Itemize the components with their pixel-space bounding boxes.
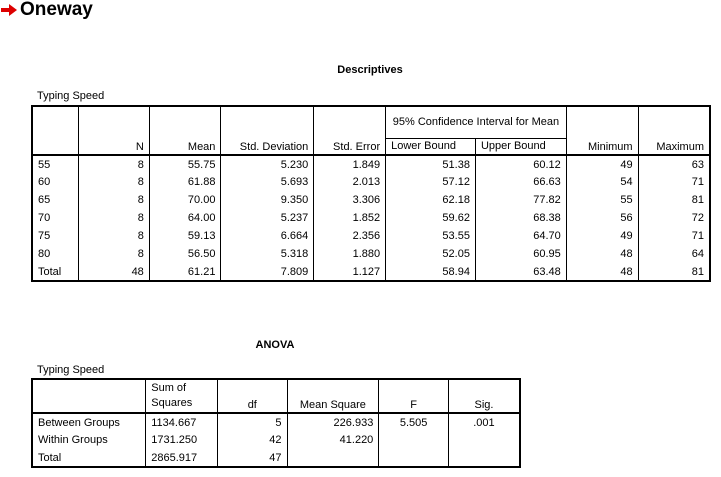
descriptives-row <box>32 173 710 191</box>
cell-min: 54 <box>566 173 638 191</box>
anova-cell-df: 42 <box>218 431 287 449</box>
cell-max: 63 <box>638 155 710 173</box>
descriptives-variable-label: Typing Speed <box>37 90 105 102</box>
cell-n: 8 <box>79 173 149 191</box>
descriptives-row <box>32 263 710 281</box>
cell-max: 81 <box>691 194 704 206</box>
cell-sd: 9.350 <box>221 191 314 209</box>
red-arrow-icon <box>0 3 18 17</box>
cell-max: 71 <box>691 176 704 188</box>
cell-ub: 68.38 <box>475 209 566 227</box>
row-label: 75 <box>32 227 79 245</box>
cell-n: 8 <box>79 227 149 245</box>
col-header-lower-bound: Lower Bound <box>386 138 476 155</box>
anova-col-header-sig: Sig. <box>474 399 494 411</box>
cell-n: 8 <box>79 245 149 263</box>
anova-col-header-ss: Sum of Squares <box>146 379 218 413</box>
anova-cell-ss: 1134.667 <box>146 413 218 431</box>
cell-lb: 62.18 <box>386 191 476 209</box>
cell-sd: 5.318 <box>221 245 314 263</box>
cell-sd: 7.809 <box>221 263 314 281</box>
anova-row-label-header <box>32 379 146 413</box>
cell-lb: 53.55 <box>386 227 476 245</box>
cell-mean: 55.75 <box>149 155 221 173</box>
cell-se: 3.306 <box>314 191 386 209</box>
anova-cell-ss: 2865.917 <box>146 449 218 467</box>
anova-row-label: Within Groups <box>32 431 146 449</box>
descriptives-row <box>32 245 710 263</box>
cell-lb: 51.38 <box>386 155 476 173</box>
cell-se: 2.013 <box>314 173 386 191</box>
anova-variable-label: Typing Speed <box>37 364 105 376</box>
cell-ub: 60.95 <box>475 245 566 263</box>
cell-ub: 63.48 <box>475 263 566 281</box>
col-header-ci: 95% Confidence Interval for Mean <box>386 106 567 138</box>
anova-cell-f: 5.505 <box>379 413 449 431</box>
cell-ub: 60.12 <box>475 155 566 173</box>
row-label: 60 <box>32 173 79 191</box>
anova-cell-ss: 1731.250 <box>146 431 218 449</box>
cell-min: 48 <box>566 263 638 281</box>
anova-row <box>32 413 520 431</box>
descriptives-row <box>32 227 710 245</box>
cell-mean: 59.13 <box>149 227 221 245</box>
anova-cell-sig: .001 <box>448 413 520 431</box>
cell-mean: 64.00 <box>149 209 221 227</box>
anova-row-label: Between Groups <box>32 413 146 431</box>
anova-col-header-f: F <box>379 379 449 413</box>
cell-ub: 64.70 <box>475 227 566 245</box>
cell-ub: 77.82 <box>475 191 566 209</box>
anova-title: ANOVA <box>255 339 295 351</box>
cell-min: 49 <box>566 227 638 245</box>
col-header-mean: Mean <box>149 106 221 155</box>
row-label: 70 <box>32 209 79 227</box>
anova-col-header-df: df <box>218 379 287 413</box>
row-label: 65 <box>32 191 79 209</box>
output-header[interactable] <box>0 0 93 20</box>
descriptives-row <box>32 155 710 173</box>
col-header-std-deviation: Std. Deviation <box>221 106 314 155</box>
cell-sd: 5.237 <box>221 209 314 227</box>
descriptives-row <box>32 209 710 227</box>
anova-cell-df: 5 <box>218 413 287 431</box>
cell-se: 1.849 <box>314 155 386 173</box>
cell-min: 55 <box>566 191 638 209</box>
anova-row <box>32 431 520 449</box>
anova-row-label: Total <box>32 449 146 467</box>
row-label: 80 <box>32 245 79 263</box>
cell-sd: 5.230 <box>221 155 314 173</box>
anova-cell-ms <box>287 449 379 467</box>
descriptives-row <box>32 191 710 209</box>
cell-n: 48 <box>79 263 149 281</box>
col-header-minimum: Minimum <box>566 106 638 155</box>
cell-se: 1.880 <box>314 245 386 263</box>
anova-cell-sig <box>448 449 520 467</box>
cell-lb: 52.05 <box>386 245 476 263</box>
cell-sd: 5.693 <box>221 173 314 191</box>
cell-n: 8 <box>79 209 149 227</box>
cell-lb: 58.94 <box>386 263 476 281</box>
col-header-upper-bound: Upper Bound <box>475 138 566 155</box>
row-label-header <box>32 106 79 155</box>
cell-lb: 57.12 <box>386 173 476 191</box>
procedure-title: Oneway <box>20 0 93 20</box>
anova-cell-ms: 41.220 <box>287 431 379 449</box>
cell-lb: 59.62 <box>386 209 476 227</box>
anova-cell-df: 47 <box>218 449 287 467</box>
cell-mean: 70.00 <box>149 191 221 209</box>
cell-n: 8 <box>79 155 149 173</box>
cell-ub: 66.63 <box>475 173 566 191</box>
col-header-maximum: Maximum <box>656 141 704 153</box>
cell-min: 49 <box>566 155 638 173</box>
descriptives-table <box>31 105 711 282</box>
row-label: 55 <box>32 155 79 173</box>
cell-mean: 61.88 <box>149 173 221 191</box>
cell-sd: 6.664 <box>221 227 314 245</box>
cell-max: 71 <box>691 230 704 242</box>
anova-table <box>31 378 521 468</box>
cell-mean: 61.21 <box>149 263 221 281</box>
anova-cell-sig <box>448 431 520 449</box>
anova-cell-f <box>379 449 449 467</box>
anova-cell-f <box>379 431 449 449</box>
cell-se: 1.127 <box>314 263 386 281</box>
cell-max: 72 <box>691 212 704 224</box>
row-label: Total <box>32 263 79 281</box>
anova-row <box>32 449 520 467</box>
cell-min: 48 <box>566 245 638 263</box>
anova-col-header-ms: Mean Square <box>287 379 379 413</box>
cell-n: 8 <box>79 191 149 209</box>
anova-cell-ms: 226.933 <box>287 413 379 431</box>
cell-se: 1.852 <box>314 209 386 227</box>
col-header-n: N <box>79 106 149 155</box>
cell-max: 81 <box>691 265 704 278</box>
cell-se: 2.356 <box>314 227 386 245</box>
cell-mean: 56.50 <box>149 245 221 263</box>
col-header-std-error: Std. Error <box>314 106 386 155</box>
cell-max: 64 <box>691 248 704 260</box>
descriptives-title: Descriptives <box>337 64 403 76</box>
cell-min: 56 <box>566 209 638 227</box>
